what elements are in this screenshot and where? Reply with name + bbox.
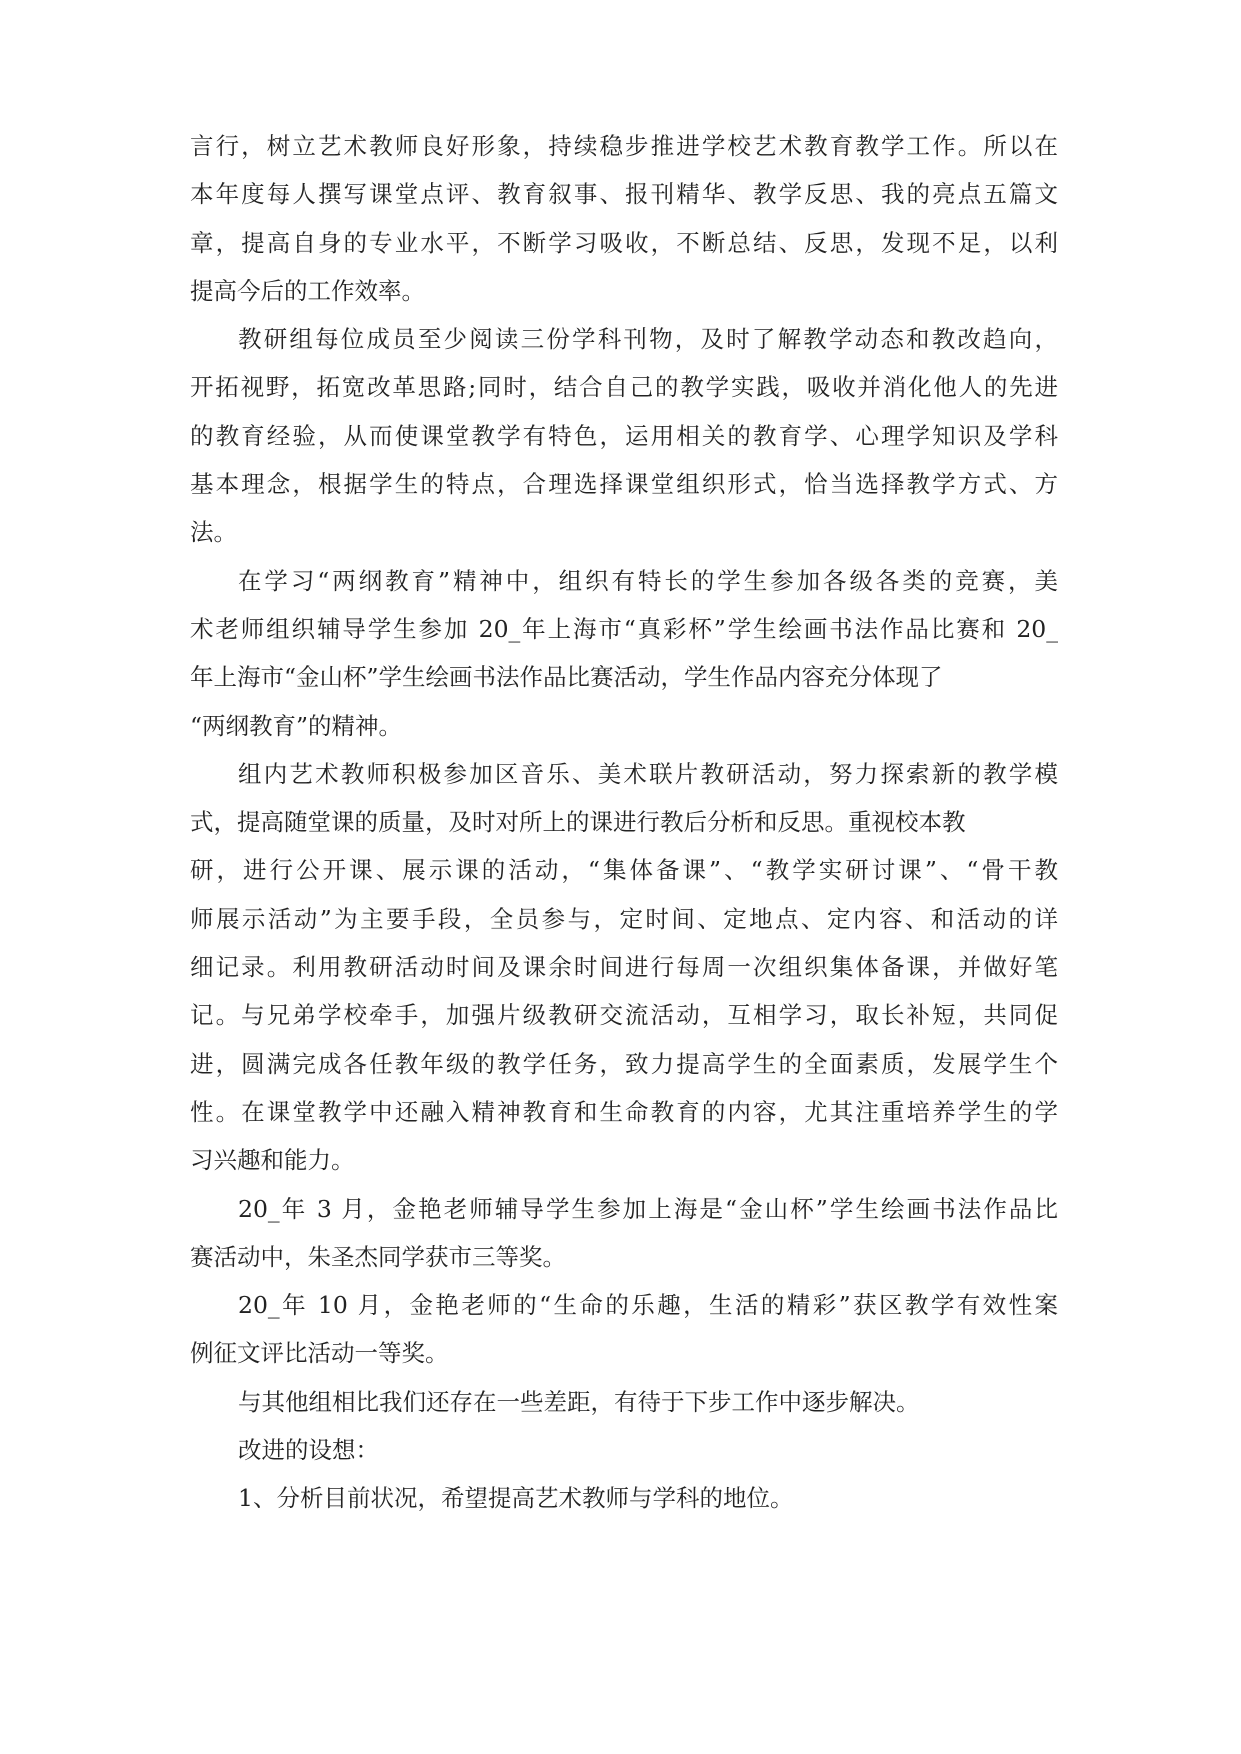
text-line: 式，提高随堂课的质量，及时对所上的课进行教后分析和反思。重视校本教 [190, 808, 966, 837]
text-line: 在学习“两纲教育”精神中，组织有特长的学生参加各级各类的竞赛，美 [238, 566, 1058, 595]
text-line: 教研组每位成员至少阅读三份学科刊物，及时了解教学动态和教改趋向， [238, 325, 1058, 354]
text-line: 20_年 10 月，金艳老师的“生命的乐趣，生活的精彩”获区教学有效性案 [238, 1291, 1058, 1320]
text-line: 术老师组织辅导学生参加 20_年上海市“真彩杯”学生绘画书法作品比赛和 20_ [190, 614, 1058, 643]
text-line: 与其他组相比我们还存在一些差距，有待于下步工作中逐步解决。 [238, 1387, 920, 1416]
text-line: 章，提高自身的专业水平，不断学习吸收，不断总结、反思，发现不足，以利 [190, 228, 1058, 257]
text-line: 的教育经验，从而使课堂教学有特色，运用相关的教育学、心理学知识及学科 [190, 421, 1058, 450]
text-line: 改进的设想： [238, 1436, 379, 1465]
text-line: 进，圆满完成各任教年级的教学任务，致力提高学生的全面素质，发展学生个 [190, 1049, 1058, 1078]
document-body [190, 122, 1058, 1523]
text-line: 习兴趣和能力。 [190, 1146, 355, 1175]
text-line: 提高今后的工作效率。 [190, 276, 425, 305]
text-line: “两纲教育”的精神。 [190, 711, 403, 740]
text-line: 性。在课堂教学中还融入精神教育和生命教育的内容，尤其注重培养学生的学 [190, 1097, 1058, 1126]
text-line: 年上海市“金山杯”学生绘画书法作品比赛活动，学生作品内容充分体现了 [190, 663, 943, 692]
text-line: 师展示活动”为主要手段，全员参与，定时间、定地点、定内容、和活动的详 [190, 904, 1058, 933]
text-line: 记。与兄弟学校牵手，加强片级教研交流活动，互相学习，取长补短，共同促 [190, 1001, 1058, 1030]
text-line: 细记录。利用教研活动时间及课余时间进行每周一次组织集体备课，并做好笔 [190, 953, 1058, 982]
text-line: 20_年 3 月，金艳老师辅导学生参加上海是“金山杯”学生绘画书法作品比 [238, 1194, 1058, 1223]
text-line: 赛活动中，朱圣杰同学获市三等奖。 [190, 1242, 566, 1271]
text-line: 言行，树立艺术教师良好形象，持续稳步推进学校艺术教育教学工作。所以在 [190, 132, 1058, 160]
text-line: 例征文评比活动一等奖。 [190, 1339, 449, 1368]
text-line: 组内艺术教师积极参加区音乐、美术联片教研活动，努力探索新的教学模 [238, 759, 1058, 788]
text-line: 基本理念，根据学生的特点，合理选择课堂组织形式，恰当选择教学方式、方 [190, 470, 1058, 499]
text-line: 本年度每人撰写课堂点评、教育叙事、报刊精华、教学反思、我的亮点五篇文 [190, 180, 1058, 209]
text-line: 法。 [190, 518, 237, 547]
text-line: 1、分析目前状况，希望提高艺术教师与学科的地位。 [238, 1484, 794, 1513]
text-line: 研，进行公开课、展示课的活动，“集体备课”、“教学实研讨课”、“骨干教 [190, 856, 1058, 885]
text-line: 开拓视野，拓宽改革思路;同时，结合自己的教学实践，吸收并消化他人的先进 [190, 373, 1058, 402]
